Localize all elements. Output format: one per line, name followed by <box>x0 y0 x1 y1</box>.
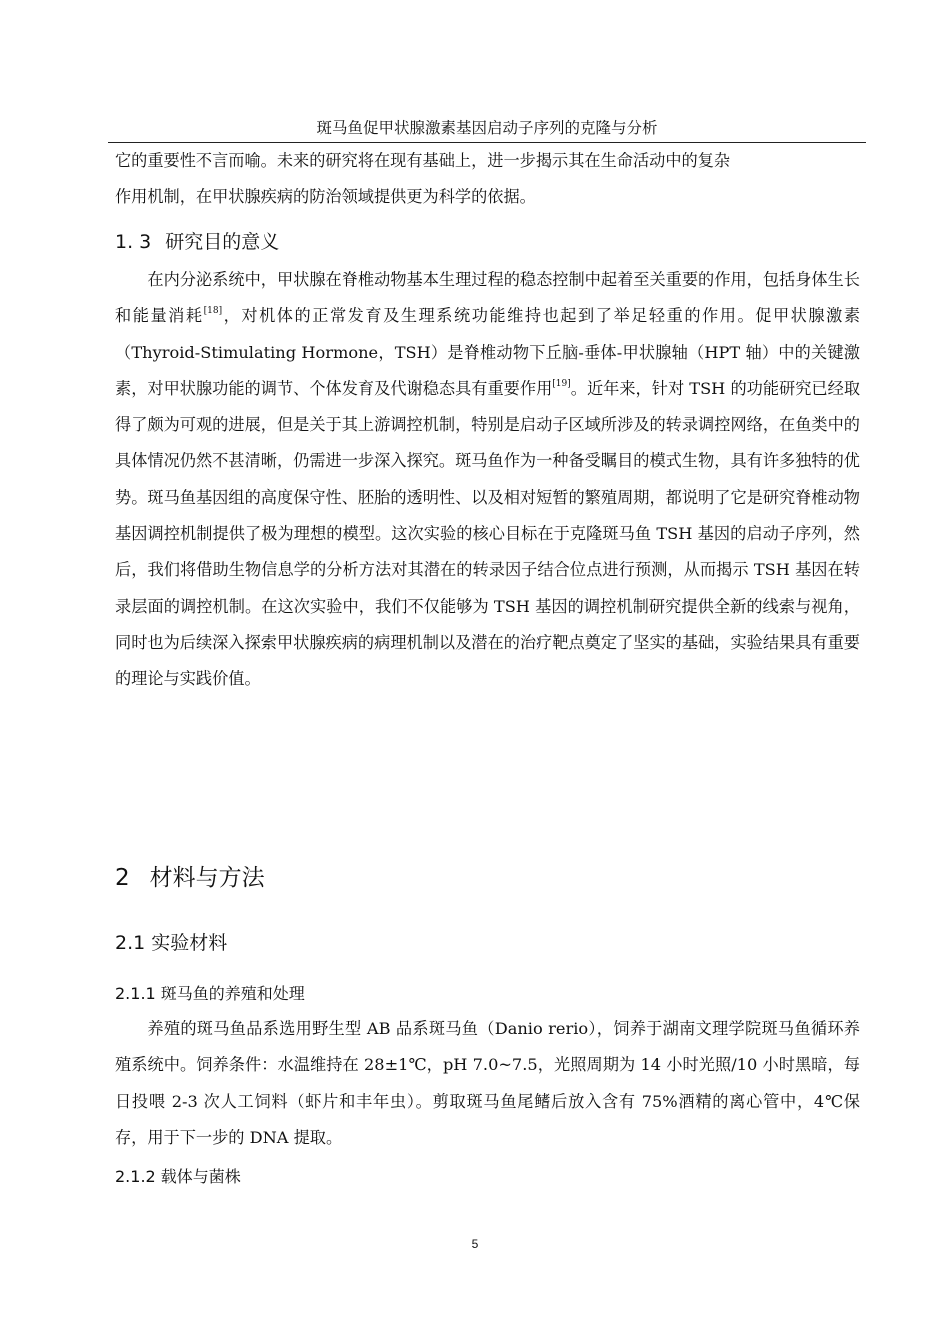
section-1-3-heading <box>115 229 279 255</box>
chapter-2-number: 2 <box>115 865 130 891</box>
page-number: 5 <box>471 1237 479 1251</box>
para-part-a: 在内分泌系统中，甲状腺在脊椎动物基本生理过程的稳态控制中起着至关重要的作用，包括身体生长和能量消耗 <box>115 270 860 326</box>
continuation-paragraph <box>115 143 860 216</box>
para-part-b: ，对机体的正常发育及生理系统功能维持也起到了举足轻重的作用。促甲状腺激素（Thyroid-Stimulating Hormone，TSH）是脊椎动物下丘脑-垂体-甲状腺轴（HPT 轴）中的关键激素，对甲状腺功能的调节、个体发育及代谢稳态具有重要作用 <box>115 306 861 398</box>
section-2-1-2-heading: 2.1.2 载体与菌株 <box>115 1167 241 1186</box>
continuation-line-1: 它的重要性不言而喻。未来的研究将在现有基础上，进一步揭示其在生命活动中的复杂 <box>115 151 731 170</box>
continuation-line-2: 作用机制，在甲状腺疾病的防治领域提供更为科学的依据。 <box>115 187 536 207</box>
para-part-c: 。近年来，针对 TSH 的功能研究已经取得了颇为可观的进展，但是关于其上游调控机制，特别是启动子区域所涉及的转录调控网络，在鱼类中的具体情况仍然不甚清晰，仍需进一步深入探究。斑马鱼作为一种备受瞩目的模式生物，具有许多独特的优势。斑马鱼基因组的高度保守性、胚胎的透明性、以及相对短暂的繁殖周期，都说明了它是研究脊椎动物基因调控机制提供了极为理想的模型。这次实验的核心目标在于克隆斑马鱼 TSH 基因的启动子序列，然后，我们将借助生物信息学的分析方法对其潜在的转录因子结合位点进行预测，从而揭示 TSH 基因在转录层面的调控机制。在这次实验中，我们不仅能够为 TSH 基因的调控机制研究提供全新的线索与视角，同时也为后续深入探索甲状腺疾病的病理机制以及潜在的治疗靶点奠定了坚实的基础，实验结果具有重要的理论与实践价值。 <box>115 378 861 689</box>
section-2-1-1-paragraph: 养殖的斑马鱼品系选用野生型 AB 品系斑马鱼（Danio rerio），饲养于湖南文理学院斑马鱼循环养殖系统中。饲养条件：水温维持在 28±1℃，pH 7.0~7.5，光照周期为 14 小时光照/10 小时黑暗，每日投喂 2-3 次人工饲料（虾片和丰年虫）。剪取斑马鱼尾鳍后放入含有 75%酒精的离心管中，4℃保存，用于下一步的 DNA 提取。 <box>115 1019 860 1147</box>
chapter-2-heading <box>115 862 265 894</box>
section-1-3-number: 1. 3 <box>115 231 152 253</box>
running-header: 斑马鱼促甲状腺激素基因启动子序列的克隆与分析 <box>316 119 658 137</box>
citation-18: [18] <box>203 306 223 317</box>
section-2-1-heading: 2.1 实验材料 <box>115 932 228 954</box>
section-1-3-body <box>115 262 860 698</box>
section-2-1-1-body <box>115 1011 860 1156</box>
chapter-2-title: 材料与方法 <box>149 865 265 891</box>
section-1-3-paragraph <box>115 262 860 698</box>
section-1-3-title: 研究目的意义 <box>165 231 280 253</box>
citation-19: [19] <box>552 378 571 389</box>
section-2-1-1-heading: 2.1.1 斑马鱼的养殖和处理 <box>115 984 305 1003</box>
